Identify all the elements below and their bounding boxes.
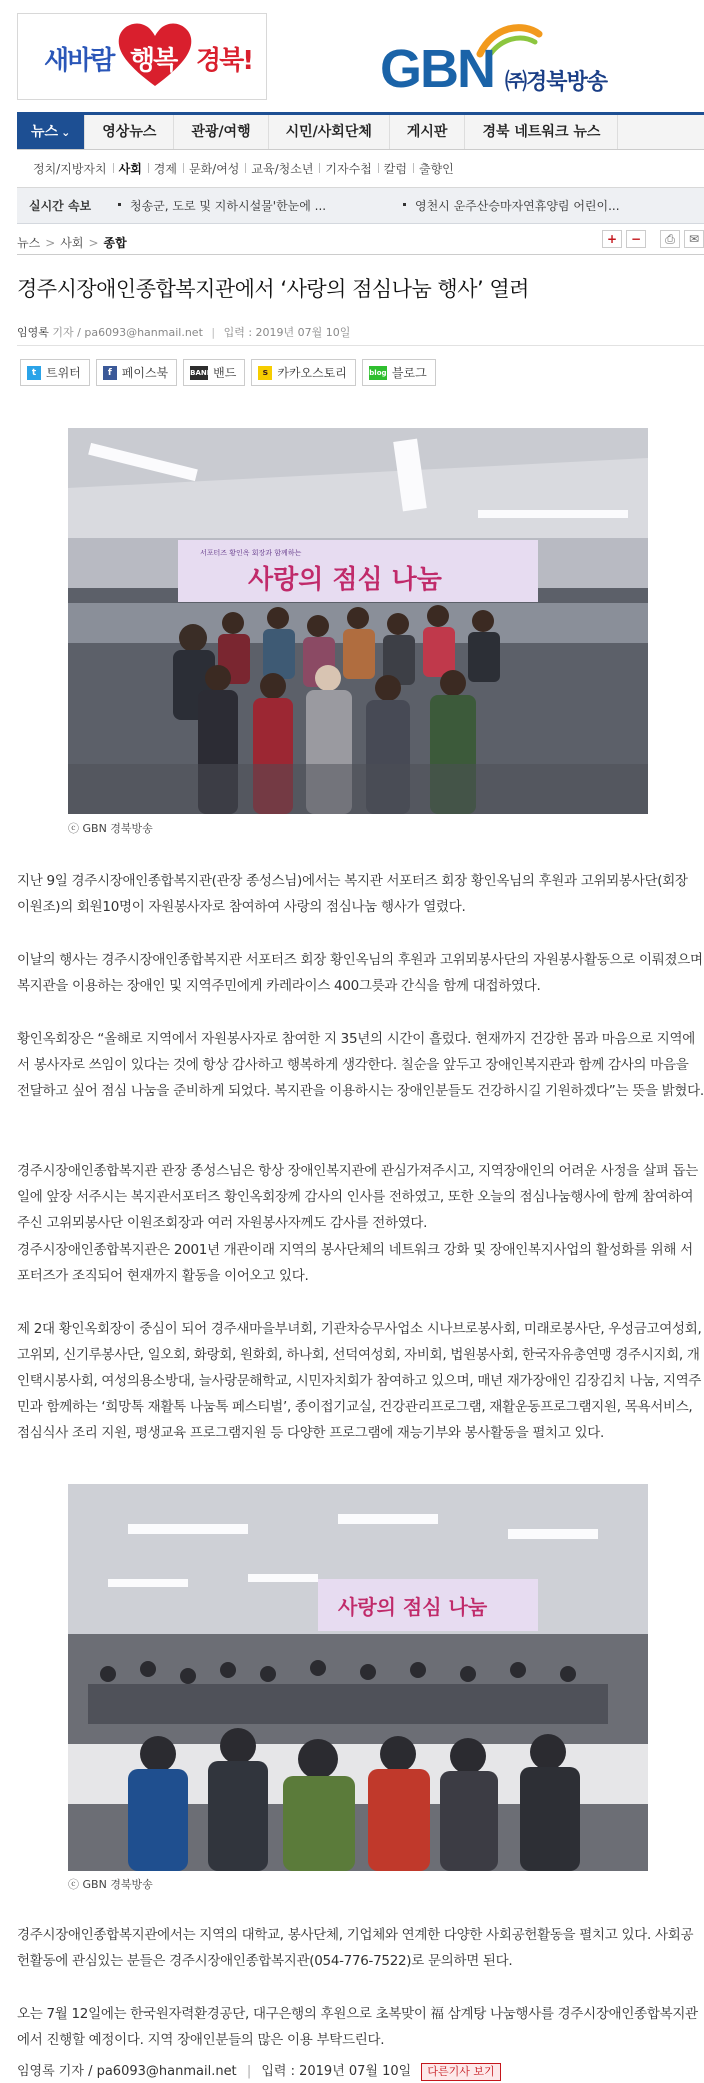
font-increase-button[interactable]: + [602,230,622,248]
logo-text-1: 새바람 [44,46,114,76]
ticker-item[interactable]: 영천시 운주산승마자연휴양림 어린이... [397,197,682,214]
article-paragraph: 경주시장애인종합복지관은 2001년 개관이래 지역의 봉사단체의 네트워크 강화 및 장애인복지사업의 활성화를 위해 서포터즈가 조직되어 현재까지 활동을 이어오고 있다. [17,1242,693,1284]
share-bar [20,359,436,386]
nav-civic-groups[interactable]: 시민/사회단체 [269,115,390,149]
logo-text-2: 행복 [130,46,177,76]
subnav-column[interactable]: 칼럼 [378,160,413,177]
article-photo-2[interactable] [68,1484,648,1871]
breaking-news-ticker [17,188,704,224]
author-role: 기자 [52,326,74,339]
breadcrumb-sep: > [88,236,99,250]
photo-caption: ⓒ GBN 경북방송 [68,822,153,835]
photo-caption: ⓒ GBN 경북방송 [68,1878,153,1891]
share-label: 카카오스토리 [277,366,347,380]
nav-board[interactable]: 게시판 [390,115,466,149]
share-label: 블로그 [391,366,427,380]
share-blog-button[interactable] [362,359,436,386]
subnav-hometown[interactable]: 출향인 [413,160,460,177]
site-header [0,0,704,112]
divider [17,254,704,255]
logo-text-3: 경북! [196,46,253,76]
footer-date: 입력 : 2019년 07월 10일 [261,2064,412,2079]
gbn-logo-text: GBN [380,39,494,99]
article-paragraph: 지난 9일 경주시장애인종합복지관(관장 종성스님)에서는 복지관 서포터즈 회장 황인옥님의 후원과 고위뫼봉사단(회장 이원조)의 회원10명이 자원봉사자로 참여하여 사랑의 점심나눔 행사가 열렸다. [17,873,688,915]
sub-nav [17,150,704,188]
subnav-culture[interactable]: 문화/여성 [183,160,245,177]
byline-sep: | [211,326,216,339]
subnav-society[interactable]: 사회 [113,160,148,177]
share-label: 밴드 [213,366,237,380]
share-kakaostory-button[interactable] [251,359,356,386]
footer-sep: | [246,2064,252,2079]
mail-icon[interactable]: ✉ [684,230,704,248]
article-photo-1[interactable] [68,428,648,814]
subnav-education[interactable]: 교육/청소년 [245,160,319,177]
band-icon: BAND [190,366,208,380]
article-paragraph: 오는 7월 12일에는 한국원자력환경공단, 대구은행의 후원으로 초복맞이 福 삼계탕 나눔행사를 경주시장애인종합복지관에서 진행할 예정이다. 지역 장애인분들의 많은 이용 부탁드린다. [17,2006,698,2048]
breadcrumb-sep: > [45,236,56,250]
article-paragraph: 제 2대 황인옥회장이 중심이 되어 경주새마을부녀회, 기관차승무사업소 시나브로봉사회, 미래로봉사단, 우성금고여성회, 고위뫼, 신기루봉사단, 일오회, 화랑회, 원화회, 하나회, 선덕여성회, 자비회, 법원봉사회, 한국자유총연맹 경주시지회, 개인택시봉사회, 여성의용소방대, 늘사랑문해학교, 시민자치회가 참여하고 있으며, 매년 재가장애인 김장김치 나눔, 지역주민과 함께하는 ‘희망톡 재활톡 나눔톡 페스티벌’, 종이접기교실, 건강관리프로그램, 재활운동프로그램지원, 목욕서비스, 점심식사 조리 지원, 평생교육 프로그램지원 등 다양한 프로그램에 재능기부와 봉사활동을 펼치고 있다. [17,1321,702,1441]
share-twitter-button[interactable] [20,359,90,386]
print-icon[interactable]: ⎙ [660,230,680,248]
share-facebook-button[interactable] [96,359,177,386]
article-paragraph: 황인옥회장은 “올해로 지역에서 자원봉사자로 참여한 지 35년의 시간이 흘렀다. 현재까지 건강한 몸과 마음으로 지역에서 봉사자로 쓰임이 있다는 것에 항상 감사하고 행복하게 생각한다. 칠순을 앞두고 장애인복지관과 함께 감사의 마음을 전달하고 싶어 점심 나눔을 준비하게 되었다. 복지관을 이용하시는 장애인분들도 건강하시길 기원하겠다”는 뜻을 밝혔다. [17,1031,704,1099]
kakaostory-icon: s [258,366,272,380]
nav-video-news[interactable]: 영상뉴스 [85,115,174,149]
divider [17,345,704,346]
subnav-economy[interactable]: 경제 [148,160,183,177]
nav-tourism[interactable]: 관광/여행 [174,115,268,149]
ticker-item[interactable]: 청송군, 도로 및 지하시설물'한눈에 ... [112,197,397,214]
subnav-politics[interactable]: 정치/지방자치 [33,162,107,176]
article-paragraph: 이날의 행사는 경주시장애인종합복지관 서포터즈 회장 황인옥님의 후원과 고위뫼봉사단의 자원봉사활동으로 이뤄졌으며 복지관을 이용하는 장애인 및 지역주민에게 카레라이스 400그릇과 간식을 함께 대접하였다. [17,952,703,994]
facebook-icon: f [103,366,117,380]
subnav-reporter-notes[interactable]: 기자수첩 [319,160,377,177]
article-title: 경주시장애인종합복지관에서 ‘사랑의 점심나눔 행사’ 열려 [17,277,529,301]
share-label: 트위터 [46,366,81,380]
article-paragraph: 경주시장애인종합복지관 관장 종성스님은 항상 장애인복지관에 관심가져주시고, 지역장애인의 어려운 사정을 살펴 돕는 일에 앞장 서주시는 복지관서포터즈 황인옥회장께 감사의 인사를 전하였고, 또한 오늘의 점심나눔행사에 함께 참여하여주신 고위뫼봉사단 이원조회장과 여러 자원봉사자께도 감사를 전하였다. [17,1163,698,1231]
breadcrumb-home[interactable]: 뉴스 [17,236,41,250]
breadcrumb [17,234,127,251]
main-nav [17,112,704,150]
breadcrumb-current[interactable]: 종합 [103,236,127,250]
breadcrumb-bar [17,230,704,252]
article-tools [602,230,704,248]
blog-icon: blog [369,366,387,380]
author-email[interactable]: / pa6093@hanmail.net [77,326,203,339]
breadcrumb-section[interactable]: 사회 [60,236,84,250]
article-paragraph: 경주시장애인종합복지관에서는 지역의 대학교, 봉사단체, 기업체와 연계한 다양한 사회공헌활동을 펼치고 있다. 사회공헌활동에 관심있는 분들은 경주시장애인종합복지관(054-776-7522)로 문의하면 된다. [17,1927,694,1969]
footer-author[interactable]: 임영록 기자 [17,2064,84,2079]
region-logo[interactable] [17,13,267,100]
nav-network-news[interactable]: 경북 네트워크 뉴스 [465,115,618,149]
share-label: 페이스북 [121,366,169,380]
publish-date: 입력 : 2019년 07월 10일 [223,326,351,339]
nav-news[interactable]: 뉴스 ⌄ [17,115,85,149]
more-articles-button[interactable]: 다른기사 보기 [421,2063,500,2081]
banner-title: 사랑의 점심 나눔 [248,565,442,595]
font-decrease-button[interactable]: − [626,230,646,248]
article-byline [17,324,350,340]
footer-byline [17,2060,501,2081]
banner-title: 사랑의 점심 나눔 [338,1595,488,1619]
share-band-button[interactable] [183,359,245,386]
banner-top-text: 서포터즈 황인옥 회장과 함께하는 [200,549,302,557]
footer-email[interactable]: / pa6093@hanmail.net [88,2064,237,2079]
gbn-logo[interactable] [380,20,640,100]
gbn-logo-sub: ㈜경북방송 [505,70,608,95]
ticker-label: 실시간 속보 [29,199,92,213]
twitter-icon: t [27,366,41,380]
author-name[interactable]: 임영록 [17,326,49,339]
